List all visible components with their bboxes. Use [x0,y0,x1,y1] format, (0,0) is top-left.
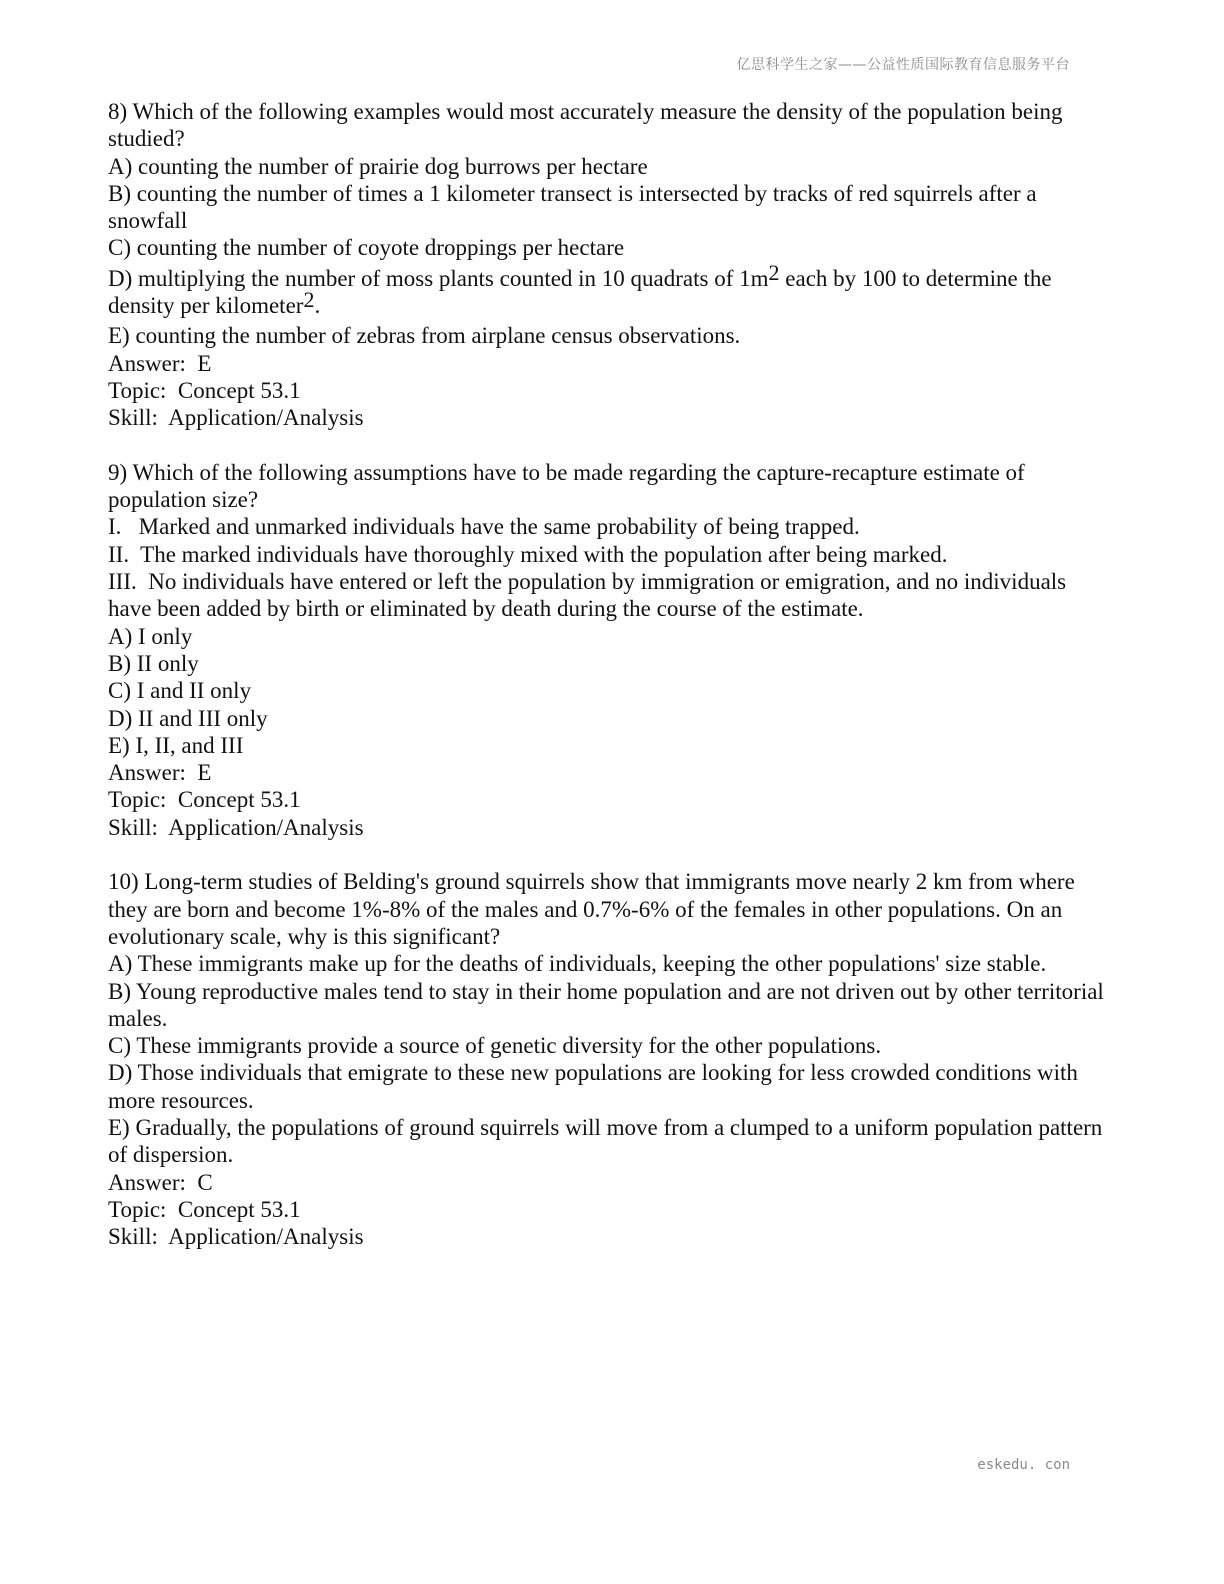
option-d: D) Those individuals that emigrate to these new populations are looking for less crowded conditions with more resources. [108,1060,1084,1113]
page-header: 亿思科学生之家——公益性质国际教育信息服务平台 [736,57,1070,73]
superscript-2: 2 [303,287,315,313]
topic: Topic: Concept 53.1 [108,1196,301,1222]
option-c: C) counting the number of coyote droppings per hectare [108,235,625,261]
question-stem: 9) Which of the following assumptions have to be made regarding the capture-recapture estimate of population size? [108,459,1031,513]
option-b: B) II only [108,650,199,676]
option-d-text-1: D) multiplying the number of moss plants counted in 10 quadrats of 1m [108,265,769,291]
page-footer: eskedu. con [977,1457,1070,1473]
statement-iii: III. No individuals have entered or left the population by immigration or emigration, and no individuals have been added by birth or eliminated by death during the course of the estimate. [108,569,1072,622]
answer: Answer: E [108,350,212,376]
option-d: D) II and III only [108,705,268,731]
option-b: B) Young reproductive males tend to stay in their home population and are not driven out by other territorial males. [108,978,1110,1031]
option-a: A) counting the number of prairie dog burrows per hectare [108,153,648,179]
document-body [108,98,1108,1250]
option-e: E) I, II, and III [108,732,244,758]
option-e: E) Gradually, the populations of ground squirrels will move from a clumped to a uniform population pattern of dispersion. [108,1114,1109,1168]
question-9 [108,459,1108,841]
option-d-text-3: . [314,293,321,319]
question-8 [108,98,1108,432]
superscript-2: 2 [768,259,780,285]
question-stem: 8) Which of the following examples would most accurately measure the density of the population being studied? [108,99,1069,152]
option-a: A) I only [108,623,193,649]
option-b: B) counting the number of times a 1 kilometer transect is intersected by tracks of red squirrels after a snowfall [108,180,1043,234]
spacer [108,841,1108,868]
skill: Skill: Application/Analysis [108,405,364,431]
question-10 [108,868,1108,1250]
topic: Topic: Concept 53.1 [108,787,301,813]
topic: Topic: Concept 53.1 [108,377,301,403]
question-stem: 10) Long-term studies of Belding's ground squirrels show that immigrants move nearly 2 km from where they are born and become 1%-8% of the males and 0.7%-6% of the females in other populations. On an evolutionary scale, why is this significant? [108,869,1081,949]
skill: Skill: Application/Analysis [108,1224,364,1250]
statement-ii: II. The marked individuals have thoroughly mixed with the population after being marked. [108,541,948,567]
answer: Answer: E [108,760,212,786]
option-e: E) counting the number of zebras from airplane census observations. [108,323,741,349]
option-d-text-2: each by 100 to determine the density per kilometer [108,265,1058,319]
statement-i: I. Marked and unmarked individuals have the same probability of being trapped. [108,514,860,540]
option-a: A) These immigrants make up for the deaths of individuals, keeping the other populations' size stable. [108,951,1047,977]
answer: Answer: C [108,1169,213,1195]
option-c: C) I and II only [108,678,252,704]
spacer [108,432,1108,459]
option-c: C) These immigrants provide a source of genetic diversity for the other populations. [108,1033,882,1059]
option-d [108,259,1108,323]
skill: Skill: Application/Analysis [108,814,364,840]
